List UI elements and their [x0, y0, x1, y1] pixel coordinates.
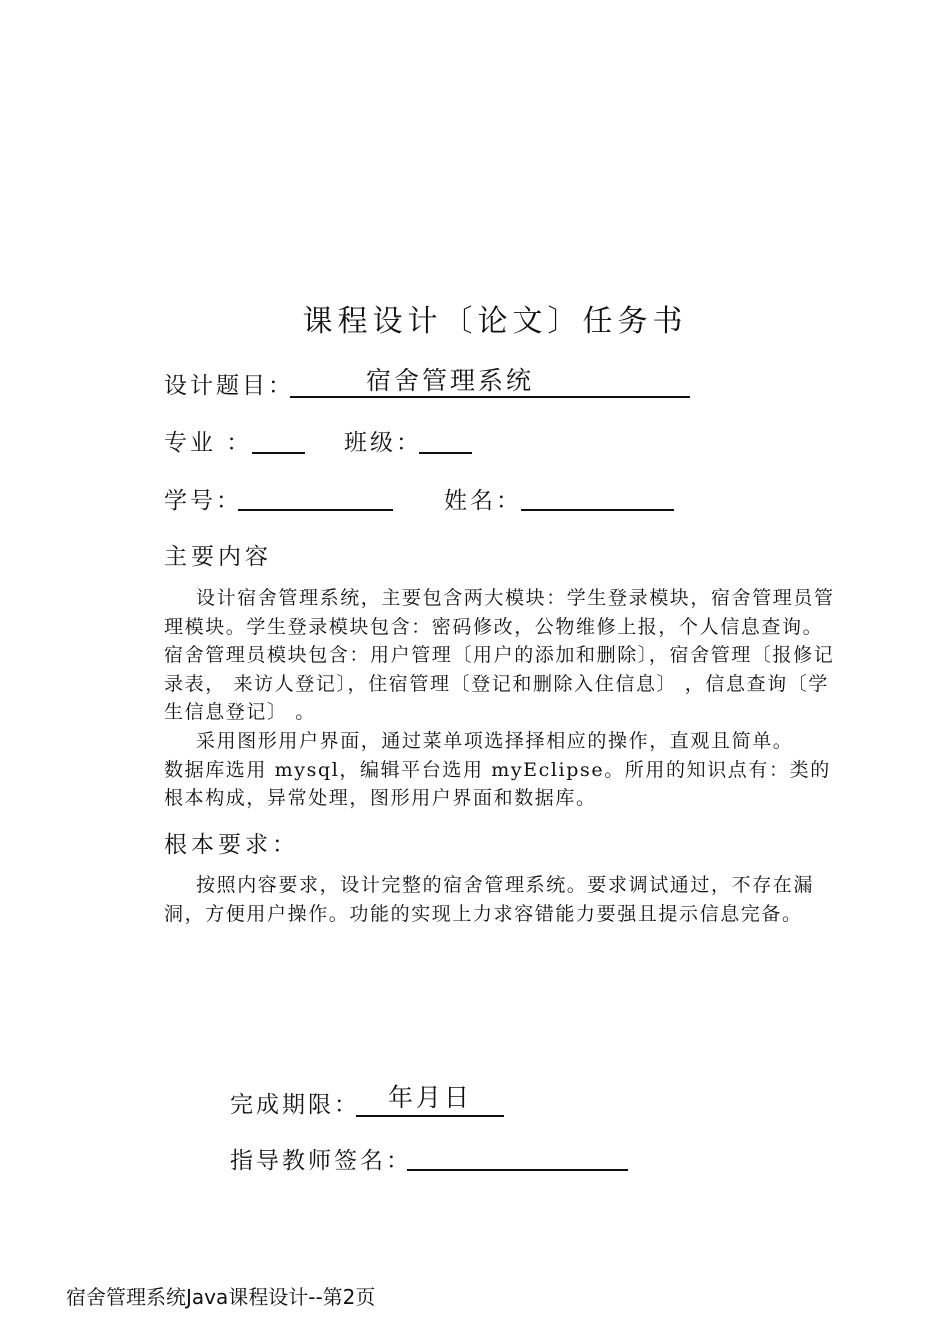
- class-label: 班级：: [344, 430, 422, 456]
- signature-label: 指导教师签名：: [230, 1148, 412, 1174]
- name-underline: [521, 509, 674, 511]
- main-content-paragraph-2: [164, 727, 836, 813]
- topic-value: 宿舍管理系统: [366, 366, 535, 395]
- main-content-paragraph-1-text: 设计宿舍管理系统，主要包含两大模块：学生登录模块，宿舍管理员管理模块。学生登录模块包含：密码修改，公物维修上报，个人信息查询。宿舍管理员模块包含：用户管理〔用户的添加和删除〕，宿舍管理〔报修记录表， 来访人登记〕，住宿管理〔登记和删除入住信息〕 ，信息查询〔学生信息登记〕 。: [164, 587, 835, 723]
- main-content-heading: 主要内容: [164, 544, 272, 570]
- main-content-paragraph-2-rest: 数据库选用 mysql，编辑平台选用 myEclipse。所用的知识点有：类的根本构成，异常处理，图形用户界面和数据库。: [164, 758, 831, 809]
- deadline-value: 年月日: [388, 1083, 473, 1112]
- class-underline: [419, 452, 472, 454]
- name-label: 姓名：: [444, 488, 522, 514]
- page-footer: 宿舍管理系统Java课程设计--第2页: [66, 1285, 376, 1309]
- student-id-underline: [238, 509, 393, 511]
- requirements-paragraph-text: 按照内容要求，设计完整的宿舍管理系统。要求调试通过，不存在漏洞，方便用户操作。功能的实现上力求容错能力要强且提示信息完备。: [164, 874, 815, 925]
- deadline-label: 完成期限：: [230, 1092, 360, 1118]
- requirements-paragraph: [164, 871, 836, 928]
- topic-label: 设计题目：: [164, 373, 294, 399]
- major-label: 专业 ：: [164, 430, 253, 456]
- major-underline: [252, 452, 305, 454]
- signature-underline: [407, 1169, 628, 1171]
- main-content-paragraph-1: [164, 584, 836, 727]
- topic-underline: [290, 396, 690, 398]
- requirements-heading: 根本要求：: [164, 832, 299, 858]
- document-title: 课程设计〔论文〕任务书: [302, 304, 688, 339]
- deadline-underline: [356, 1115, 504, 1117]
- student-id-label: 学号：: [164, 488, 242, 514]
- main-content-paragraph-2-line1: 采用图形用户界面，通过菜单项选择择相应的操作，直观且简单。: [196, 730, 794, 752]
